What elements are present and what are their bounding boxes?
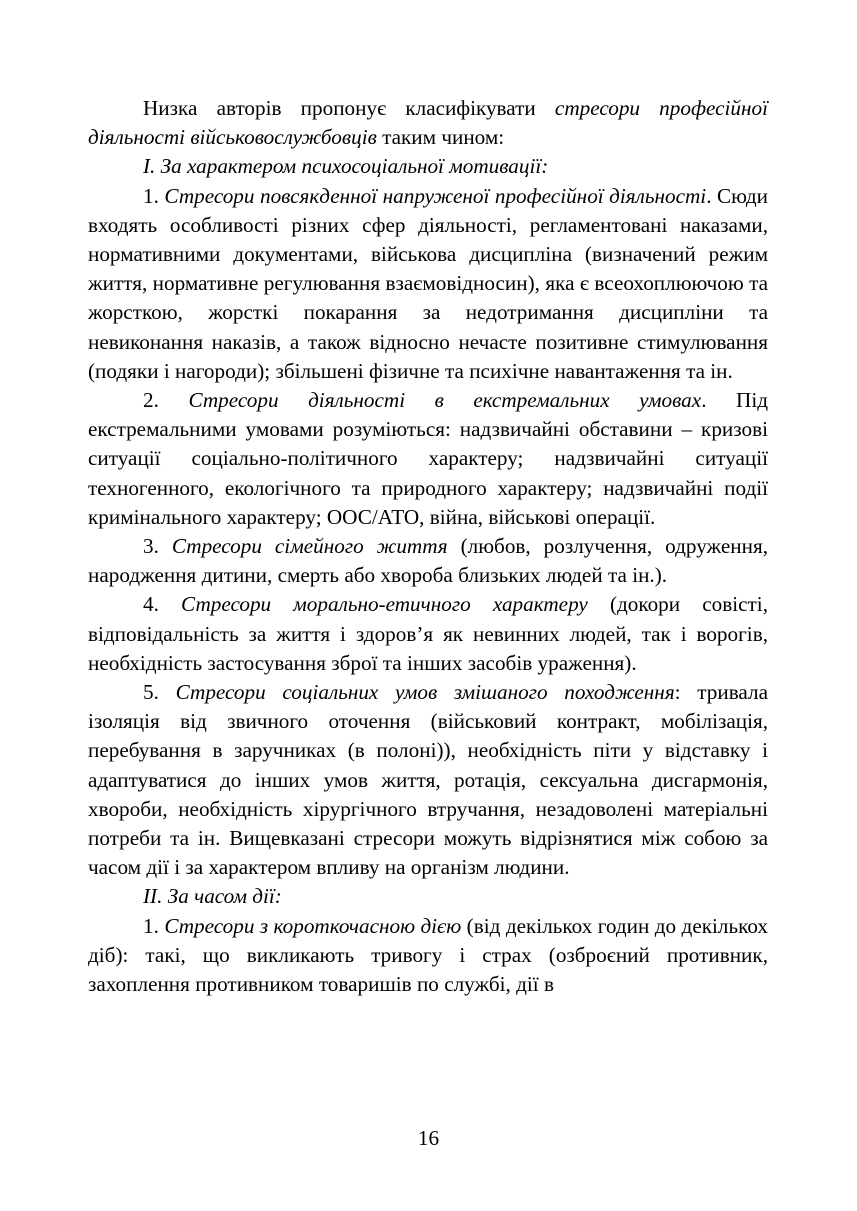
italic-run: ІІ. За часом дії:	[143, 884, 282, 909]
italic-run: Стресори морально-етичного характеру	[181, 592, 588, 617]
text-run: . Під екстремальними умовами розуміються: надзвичайні обставини – кризові ситуації соціально-політичного характеру; надзвичайні ситуації техногенного, екологічного та природного характеру; надзвичайні події кримінального характеру; ООС/АТО, війна, військові операції.	[88, 388, 768, 529]
item-number: 2.	[143, 388, 189, 413]
italic-run: І. За характером психосоціальної мотивації:	[143, 154, 549, 179]
italic-run: Стресори з короткочасною дією	[164, 913, 462, 938]
section-heading-1	[88, 152, 768, 181]
item-number: 1.	[143, 183, 165, 208]
text-run: (любов, розлучення, одруження, народження дитини, смерть або хвороба близьких людей та ін.).	[88, 534, 768, 588]
intro-paragraph	[88, 94, 768, 152]
section-heading-2	[88, 882, 768, 911]
text-run: (від декількох годин до декількох діб): такі, що викликають тривогу і страх (озброєний противник, захоплення противником товаришів по службі, дії в	[88, 913, 769, 997]
item-number: 5.	[143, 680, 176, 705]
item-1-5	[88, 678, 768, 882]
item-2-1	[88, 912, 768, 1000]
text-run: (докори совісті, відповідальність за життя і здоров’я як невинних людей, так і ворогів, необхідність застосування зброї та інших засобів ураження).	[88, 592, 768, 675]
item-1-1	[88, 182, 768, 386]
item-1-2	[88, 386, 768, 532]
item-number: 3.	[143, 534, 172, 559]
body-text	[88, 94, 768, 999]
italic-run: Стресори повсякденної напруженої професійної діяльності	[164, 183, 707, 208]
text-run: Низка авторів пропонує класифікувати	[143, 96, 555, 120]
italic-run: Стресори діяльності в екстремальних умовах	[188, 388, 702, 413]
text-run: . Сюди входять особливості різних сфер діяльності, регламентовані наказами, нормативними документами, військова дисципліна (визначений режим життя, нормативне регулювання взаємовідносин), яка є всеохоплюючою та жорсткою, жорсткі покарання за недотримання дисципліни та невиконання наказів, а також відносно нечасте позитивне стимулювання (подяки і нагороди); збільшені фізичне та психічне навантаження та ін.	[88, 183, 768, 383]
italic-run: стресори професійної діяльності військовослужбовців	[88, 96, 769, 150]
item-number: 4.	[143, 592, 182, 617]
item-1-3	[88, 532, 768, 590]
page-number: 16	[417, 1126, 440, 1150]
italic-run: Стресори соціальних умов змішаного походження	[175, 680, 675, 705]
text-run: таким чином:	[376, 125, 505, 150]
text-run: : тривала ізоляція від звичного оточення (військовий контракт, мобілізація, перебування в заручниках (в полоні)), необхідність піти у відставку і адаптуватися до інших умов життя, ротація, сексуальна дисгармонія, хвороби, необхідність хірургічного втручання, незадоволені матеріальні потреби та ін. Вищевказані стресори можуть відрізнятися між собою за часом дії і за характером впливу на організм людини.	[88, 680, 768, 880]
item-number: 1.	[143, 913, 165, 938]
italic-run: Стресори сімейного життя	[171, 534, 448, 559]
item-1-4	[88, 590, 768, 678]
